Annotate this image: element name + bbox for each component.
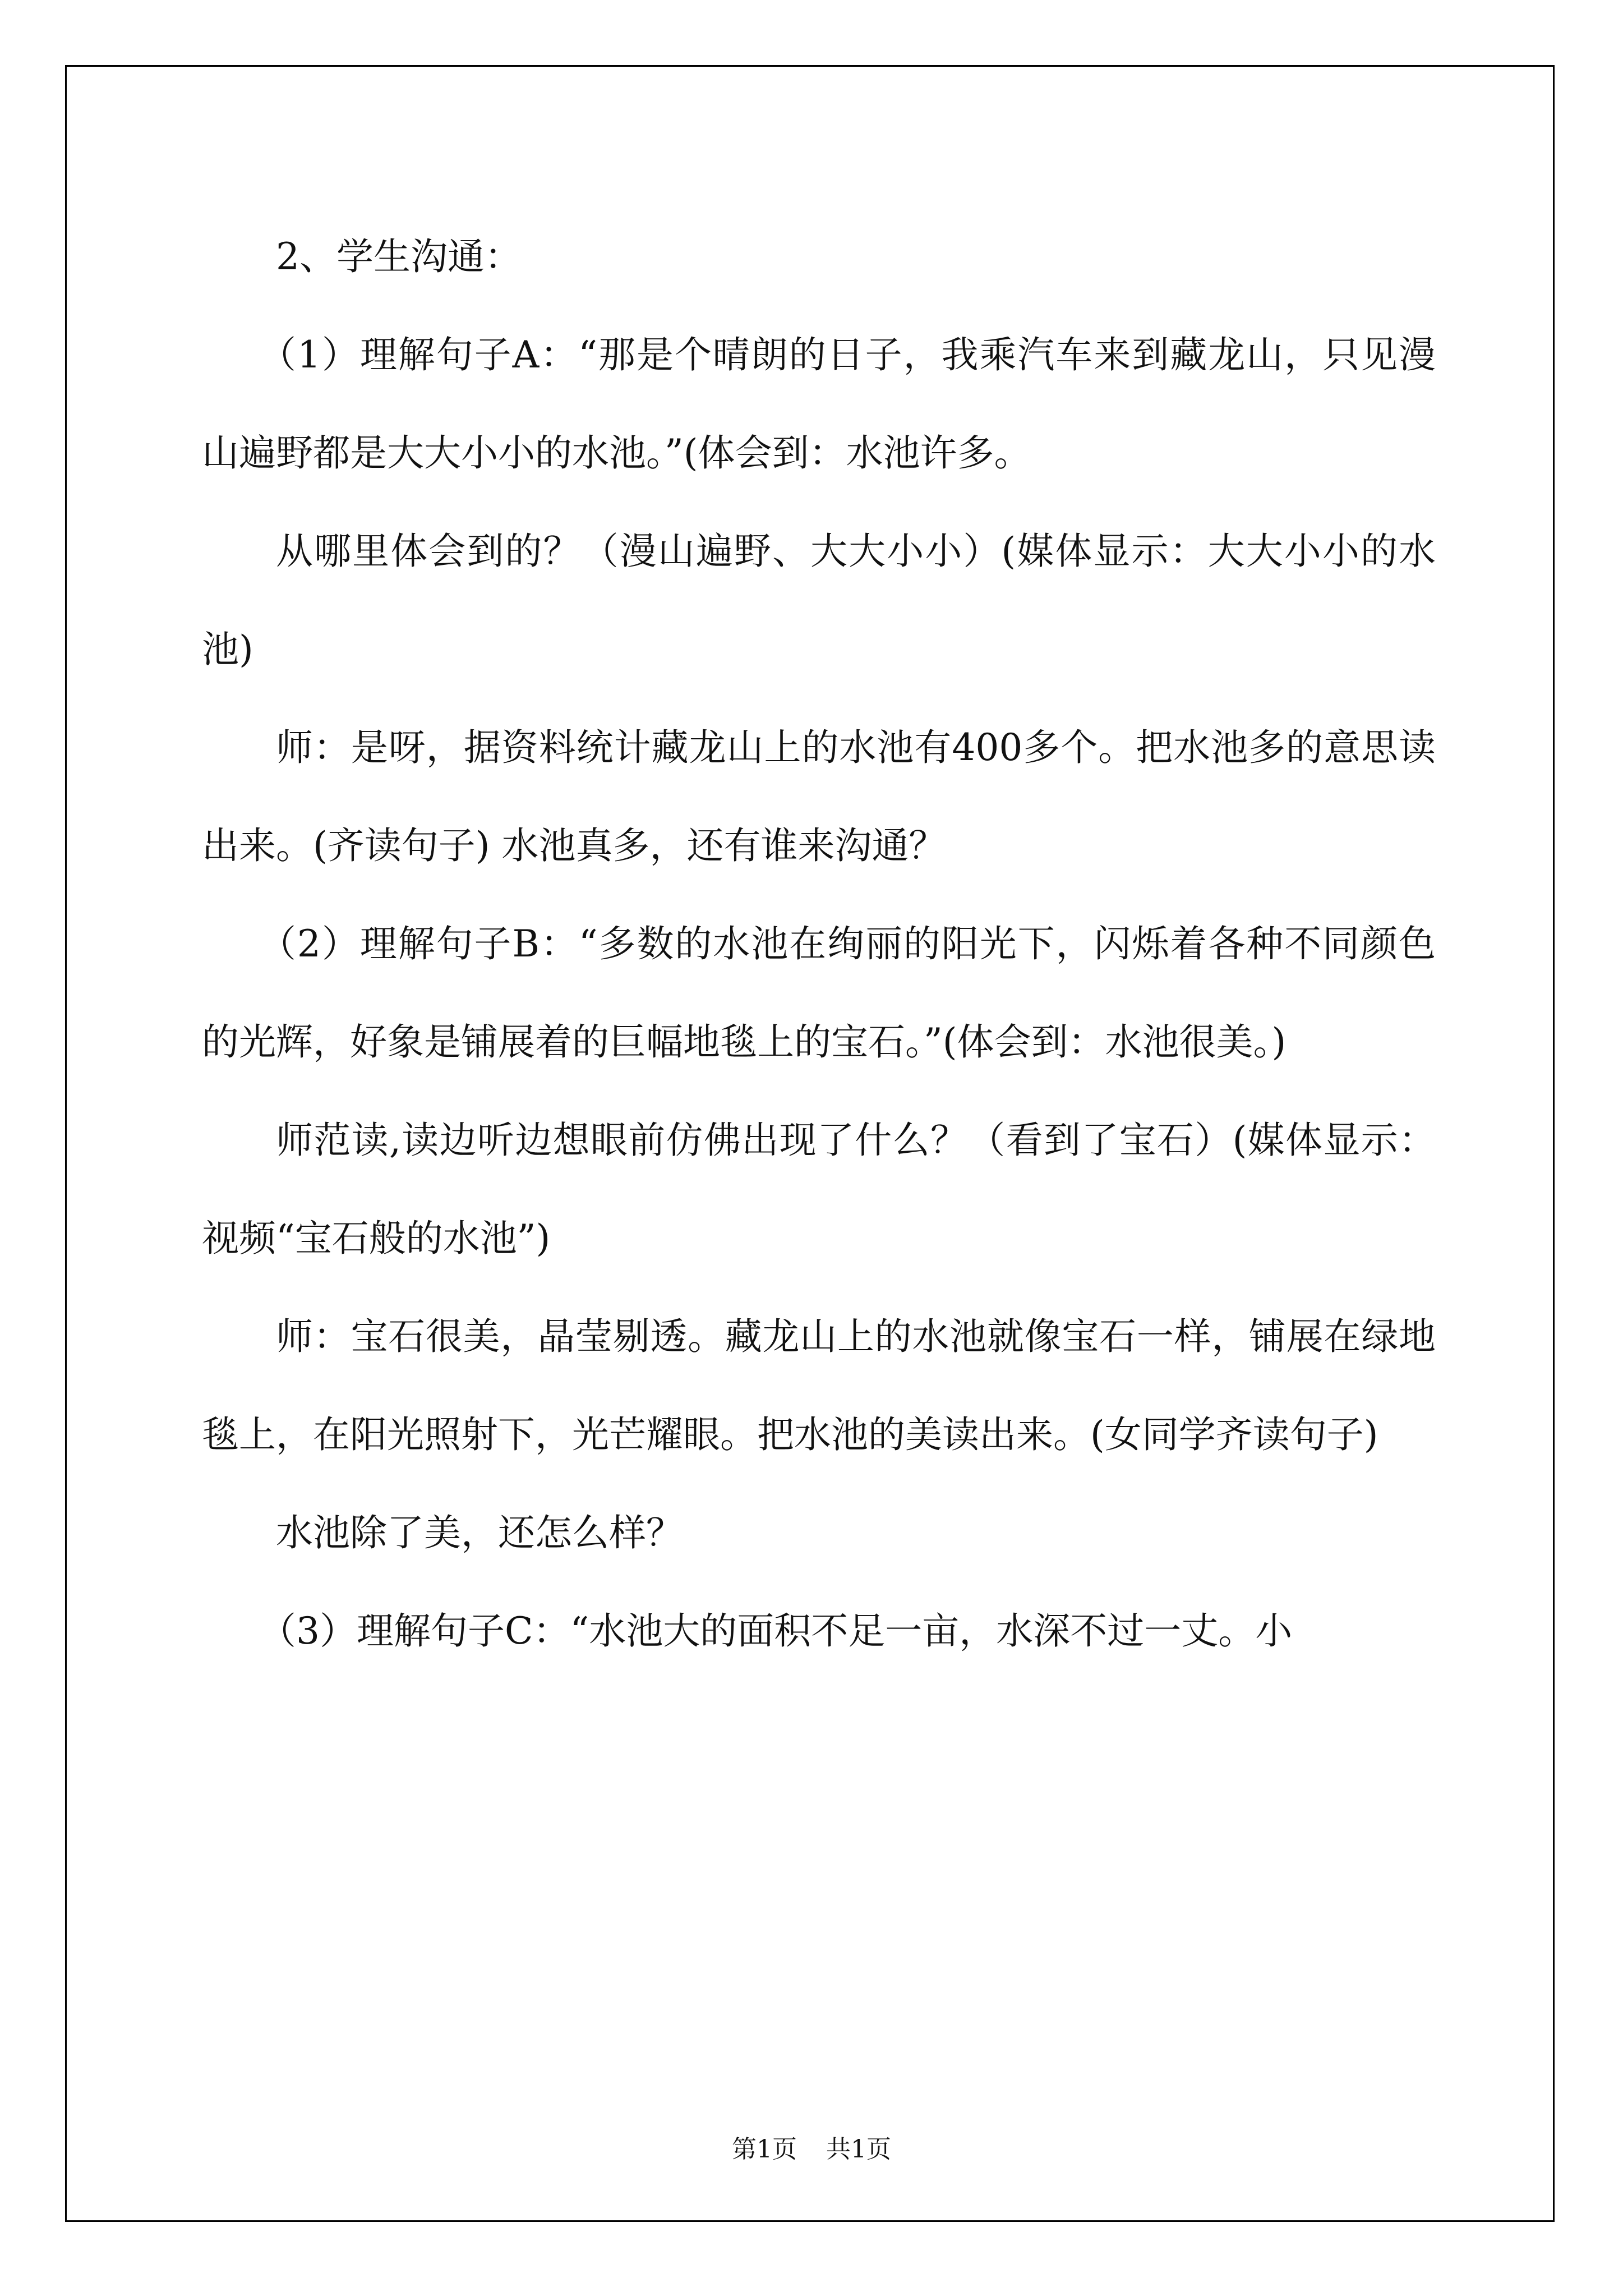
paragraph: 师范读,读边听边想眼前仿佛出现了什么？（看到了宝石）(媒体显示：视频“宝石般的水池”) <box>202 1119 1436 1260</box>
paragraph: （1）理解句子A：“那是个晴朗的日子，我乘汽车来到藏龙山，只见漫山遍野都是大大小小的水池。”(体会到：水池许多。 <box>202 333 1436 475</box>
document-body <box>202 208 1436 1680</box>
paragraph: 2、学生沟通： <box>276 235 522 278</box>
paragraph: 师：是呀，据资料统计藏龙山上的水池有400多个。把水池多的意思读出来。(齐读句子) 水池真多，还有谁来沟通？ <box>202 726 1436 867</box>
paragraph: 师：宝石很美，晶莹剔透。藏龙山上的水池就像宝石一样，铺展在绿地毯上，在阳光照射下，光芒耀眼。把水池的美读出来。(女同学齐读句子) <box>202 1315 1436 1456</box>
paragraph: 从哪里体会到的？（漫山遍野、大大小小）(媒体显示：大大小小的水池) <box>202 530 1436 671</box>
paragraph: （3）理解句子C：“水池大的面积不足一亩，水深不过一丈。小 <box>259 1609 1293 1653</box>
paragraph: 水池除了美，还怎么样？ <box>276 1511 683 1554</box>
page-footer <box>0 2129 1623 2165</box>
paragraph: （2）理解句子B：“多数的水池在绚丽的阳光下，闪烁着各种不同颜色的光辉，好象是铺展着的巨幅地毯上的宝石。”(体会到：水池很美。) <box>202 922 1436 1064</box>
page-total: 共1页 <box>826 2135 891 2164</box>
page-number: 第1页 <box>732 2135 797 2164</box>
